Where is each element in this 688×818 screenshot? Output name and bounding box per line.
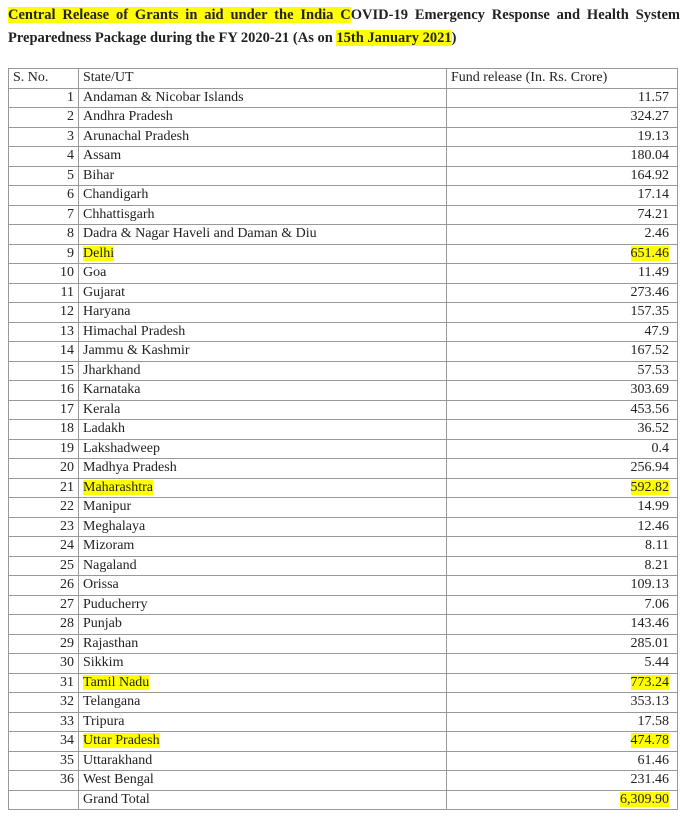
cell-state xyxy=(79,244,447,264)
cell-sno: 11 xyxy=(9,283,79,303)
cell-fund: 167.52 xyxy=(447,342,678,362)
cell-state: Gujarat xyxy=(79,283,447,303)
cell-fund: 19.13 xyxy=(447,127,678,147)
cell-sno: 6 xyxy=(9,186,79,206)
table-row xyxy=(9,673,678,693)
cell-state-highlight: Maharashtra xyxy=(83,479,153,495)
table-row xyxy=(9,225,678,245)
cell-sno: 29 xyxy=(9,634,79,654)
table-row xyxy=(9,381,678,401)
cell-state: Bihar xyxy=(79,166,447,186)
table-row xyxy=(9,576,678,596)
cell-sno: 33 xyxy=(9,712,79,732)
table-row xyxy=(9,342,678,362)
cell-fund: 11.57 xyxy=(447,88,678,108)
table-row xyxy=(9,693,678,713)
table-row xyxy=(9,166,678,186)
cell-fund: 164.92 xyxy=(447,166,678,186)
table-row xyxy=(9,147,678,167)
title-text: OVID-19 Emergency Response and Health System Preparedness Package during the FY 2020-21 (As on xyxy=(8,7,680,46)
table-row xyxy=(9,400,678,420)
cell-fund: 285.01 xyxy=(447,634,678,654)
total-row xyxy=(9,790,678,810)
cell-state: Meghalaya xyxy=(79,517,447,537)
cell-fund: 273.46 xyxy=(447,283,678,303)
cell-state: Arunachal Pradesh xyxy=(79,127,447,147)
header-fund: Fund release (In. Rs. Crore) xyxy=(447,69,678,89)
cell-sno: 19 xyxy=(9,439,79,459)
cell-state: Lakshadweep xyxy=(79,439,447,459)
table-row xyxy=(9,634,678,654)
cell-fund: 61.46 xyxy=(447,751,678,771)
cell-state: Karnataka xyxy=(79,381,447,401)
table-row xyxy=(9,303,678,323)
cell-state: Uttarakhand xyxy=(79,751,447,771)
table-row xyxy=(9,517,678,537)
cell-sno: 12 xyxy=(9,303,79,323)
cell-sno: 17 xyxy=(9,400,79,420)
cell-sno: 4 xyxy=(9,147,79,167)
cell-sno: 27 xyxy=(9,595,79,615)
cell-state xyxy=(79,478,447,498)
cell-fund xyxy=(447,478,678,498)
total-fund xyxy=(447,790,678,810)
cell-sno: 10 xyxy=(9,264,79,284)
cell-fund-highlight: 592.82 xyxy=(630,479,669,495)
table-row xyxy=(9,108,678,128)
cell-sno: 13 xyxy=(9,322,79,342)
title-date: 15th January 2021 xyxy=(336,30,452,46)
cell-state: Tripura xyxy=(79,712,447,732)
title-highlighted: Central Release of Grants in aid under the India C xyxy=(8,7,351,23)
cell-sno: 16 xyxy=(9,381,79,401)
cell-state: Puducherry xyxy=(79,595,447,615)
cell-fund: 12.46 xyxy=(447,517,678,537)
cell-fund: 231.46 xyxy=(447,771,678,791)
total-fund-highlight: 6,309.90 xyxy=(620,791,669,807)
table-row xyxy=(9,732,678,752)
cell-sno: 28 xyxy=(9,615,79,635)
cell-fund: 17.58 xyxy=(447,712,678,732)
cell-fund: 453.56 xyxy=(447,400,678,420)
table-row xyxy=(9,88,678,108)
cell-state: Chhattisgarh xyxy=(79,205,447,225)
cell-state: Madhya Pradesh xyxy=(79,459,447,479)
table-row xyxy=(9,186,678,206)
table-row xyxy=(9,654,678,674)
header-state: State/UT xyxy=(79,69,447,89)
cell-fund: 157.35 xyxy=(447,303,678,323)
cell-fund: 11.49 xyxy=(447,264,678,284)
cell-sno: 23 xyxy=(9,517,79,537)
cell-state xyxy=(79,732,447,752)
cell-sno: 25 xyxy=(9,556,79,576)
header-row xyxy=(9,69,678,89)
cell-fund-highlight: 474.78 xyxy=(630,733,669,749)
cell-state: Manipur xyxy=(79,498,447,518)
cell-sno: 31 xyxy=(9,673,79,693)
table-row xyxy=(9,439,678,459)
cell-fund: 8.11 xyxy=(447,537,678,557)
table-row xyxy=(9,322,678,342)
cell-fund: 17.14 xyxy=(447,186,678,206)
header-sno: S. No. xyxy=(9,69,79,89)
cell-sno: 7 xyxy=(9,205,79,225)
table-row xyxy=(9,771,678,791)
cell-fund: 47.9 xyxy=(447,322,678,342)
cell-state: Jammu & Kashmir xyxy=(79,342,447,362)
cell-state: Jharkhand xyxy=(79,361,447,381)
cell-fund: 57.53 xyxy=(447,361,678,381)
cell-sno: 18 xyxy=(9,420,79,440)
cell-state: Dadra & Nagar Haveli and Daman & Diu xyxy=(79,225,447,245)
cell-state: Punjab xyxy=(79,615,447,635)
cell-fund: 143.46 xyxy=(447,615,678,635)
cell-sno-empty xyxy=(9,790,79,810)
cell-fund xyxy=(447,732,678,752)
cell-sno: 20 xyxy=(9,459,79,479)
cell-fund: 180.04 xyxy=(447,147,678,167)
cell-state-highlight: Delhi xyxy=(83,245,115,261)
cell-fund: 74.21 xyxy=(447,205,678,225)
table-row xyxy=(9,498,678,518)
cell-sno: 26 xyxy=(9,576,79,596)
cell-state: Ladakh xyxy=(79,420,447,440)
cell-fund: 36.52 xyxy=(447,420,678,440)
cell-sno: 22 xyxy=(9,498,79,518)
cell-state: Mizoram xyxy=(79,537,447,557)
table-row xyxy=(9,615,678,635)
cell-sno: 35 xyxy=(9,751,79,771)
document-title xyxy=(8,4,680,50)
table-row xyxy=(9,595,678,615)
cell-state: Rajasthan xyxy=(79,634,447,654)
table-row xyxy=(9,420,678,440)
cell-fund: 7.06 xyxy=(447,595,678,615)
cell-fund xyxy=(447,244,678,264)
cell-sno: 3 xyxy=(9,127,79,147)
cell-state: Goa xyxy=(79,264,447,284)
table-row xyxy=(9,361,678,381)
cell-sno: 9 xyxy=(9,244,79,264)
cell-sno: 34 xyxy=(9,732,79,752)
cell-sno: 15 xyxy=(9,361,79,381)
table-row xyxy=(9,556,678,576)
cell-fund-highlight: 773.24 xyxy=(630,674,669,690)
cell-sno: 8 xyxy=(9,225,79,245)
cell-fund: 14.99 xyxy=(447,498,678,518)
table-row xyxy=(9,712,678,732)
cell-fund: 324.27 xyxy=(447,108,678,128)
table-row xyxy=(9,127,678,147)
cell-state: Andaman & Nicobar Islands xyxy=(79,88,447,108)
cell-state xyxy=(79,673,447,693)
cell-state: Orissa xyxy=(79,576,447,596)
cell-fund-highlight: 651.46 xyxy=(630,245,669,261)
cell-state: Assam xyxy=(79,147,447,167)
table-row xyxy=(9,283,678,303)
cell-sno: 32 xyxy=(9,693,79,713)
cell-fund: 8.21 xyxy=(447,556,678,576)
cell-state: West Bengal xyxy=(79,771,447,791)
cell-state-highlight: Tamil Nadu xyxy=(83,674,150,690)
cell-fund: 303.69 xyxy=(447,381,678,401)
cell-sno: 14 xyxy=(9,342,79,362)
title-end: ) xyxy=(451,30,457,46)
cell-state: Chandigarh xyxy=(79,186,447,206)
cell-state: Haryana xyxy=(79,303,447,323)
cell-fund xyxy=(447,673,678,693)
grants-table xyxy=(8,68,678,810)
cell-sno: 36 xyxy=(9,771,79,791)
table-row xyxy=(9,751,678,771)
total-label: Grand Total xyxy=(79,790,447,810)
cell-sno: 24 xyxy=(9,537,79,557)
cell-fund: 353.13 xyxy=(447,693,678,713)
table-row xyxy=(9,459,678,479)
cell-sno: 21 xyxy=(9,478,79,498)
cell-sno: 1 xyxy=(9,88,79,108)
cell-fund: 256.94 xyxy=(447,459,678,479)
cell-state-highlight: Uttar Pradesh xyxy=(83,733,160,749)
cell-sno: 30 xyxy=(9,654,79,674)
table-row xyxy=(9,264,678,284)
cell-state: Himachal Pradesh xyxy=(79,322,447,342)
cell-state: Sikkim xyxy=(79,654,447,674)
table-row xyxy=(9,478,678,498)
table-row xyxy=(9,205,678,225)
cell-sno: 5 xyxy=(9,166,79,186)
cell-fund: 5.44 xyxy=(447,654,678,674)
cell-state: Nagaland xyxy=(79,556,447,576)
cell-state: Telangana xyxy=(79,693,447,713)
cell-fund: 109.13 xyxy=(447,576,678,596)
cell-state: Andhra Pradesh xyxy=(79,108,447,128)
table-row xyxy=(9,537,678,557)
table-row xyxy=(9,244,678,264)
cell-sno: 2 xyxy=(9,108,79,128)
cell-fund: 0.4 xyxy=(447,439,678,459)
cell-state: Kerala xyxy=(79,400,447,420)
cell-fund: 2.46 xyxy=(447,225,678,245)
